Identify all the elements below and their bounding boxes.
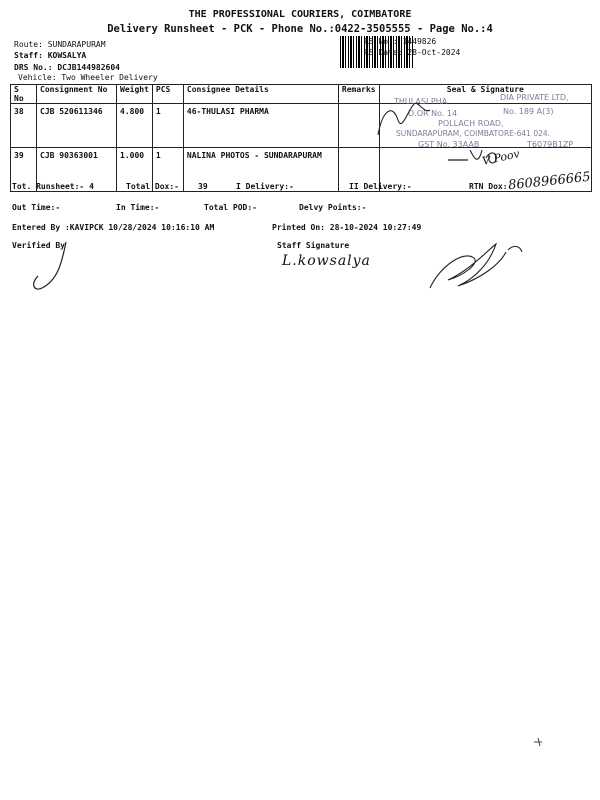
total-pod: Total POD:- [204, 203, 257, 212]
cell-sno: 39 [11, 148, 37, 192]
col-sno: S No [11, 85, 37, 104]
cell-sno: 38 [11, 104, 37, 148]
rs-number: RS No.: 1449826 [364, 37, 437, 46]
stamp-line2b: No. 189 A(3) [503, 107, 554, 116]
col-weight: Weight [117, 85, 153, 104]
cell-weight: 1.000 [117, 148, 153, 192]
stamp-line3: POLLACH ROAD, [438, 119, 504, 128]
company-title: THE PROFESSIONAL COURIERS, COIMBATORE [188, 9, 412, 20]
col-consignment: Consignment No [37, 85, 117, 104]
cell-consignee: NALINA PHOTOS - SUNDARAPURAM [183, 148, 338, 192]
total-dox-label: Total Dox:- [126, 182, 179, 191]
cell-weight: 4.800 [117, 104, 153, 148]
printed-on: Printed On: 28-10-2024 10:27:49 [272, 223, 422, 232]
tot-runsheet: Tot. Runsheet:- 4 [12, 182, 94, 191]
staff-name-handwriting: L.kowsalya [282, 253, 371, 269]
stamp-line4: SUNDARAPURAM, COIMBATORE-641 024. [396, 129, 551, 138]
staff-signature-label: Staff Signature [277, 241, 350, 250]
total-dox-value: 39 [198, 182, 208, 191]
phone-handwriting: 8608966665 [507, 169, 592, 194]
cell-pcs: 1 [152, 148, 183, 192]
col-consignee: Consignee Details [183, 85, 338, 104]
col-seal: Seal & Signature [379, 85, 591, 104]
cell-consignment: CJB 520611346 [37, 104, 117, 148]
col-remarks: Remarks [338, 85, 379, 104]
cell-pcs: 1 [152, 104, 183, 148]
col-pcs: PCS [152, 85, 183, 104]
runsheet-subtitle: Delivery Runsheet - PCK - Phone No.:0422-3505555 - Page No.:4 [107, 23, 493, 35]
stamp-line2: D.OR No. 14 [408, 109, 458, 118]
vehicle-label: Vehicle: Two Wheeler Delivery [18, 73, 158, 82]
stamp-line1b: DIA PRIVATE LTD, [500, 93, 569, 102]
receiver-handwriting: V Poov [481, 147, 521, 168]
ii-delivery: II Delivery:- [349, 182, 412, 191]
rs-date: RS Date: 28-Oct-2024 [364, 48, 461, 57]
entered-by: Entered By :KAVIPCK 10/28/2024 10:16:10 AM [12, 223, 215, 232]
verified-by: Verified By [12, 241, 65, 250]
stamp-line5b: T6079B1ZP [527, 140, 574, 149]
cell-consignee: 46-THULASI PHARMA [183, 104, 338, 148]
rtn-dox: RTN Dox: [469, 182, 508, 191]
cell-consignment: CJB 90363001 [37, 148, 117, 192]
delvy-points: Delvy Points:- [299, 203, 367, 212]
drs-label: DRS No.: DCJB144982604 [14, 63, 120, 72]
stamp-line5: GST No. 33AAB [418, 140, 480, 149]
staff-label: Staff: KOWSALYA [14, 51, 87, 60]
stamp-line1: THULASI PHA [394, 97, 448, 106]
route-label: Route: SUNDARAPURAM [14, 40, 106, 49]
out-time: Out Time:- [12, 203, 61, 212]
in-time: In Time:- [116, 203, 160, 212]
i-delivery: I Delivery:- [236, 182, 294, 191]
